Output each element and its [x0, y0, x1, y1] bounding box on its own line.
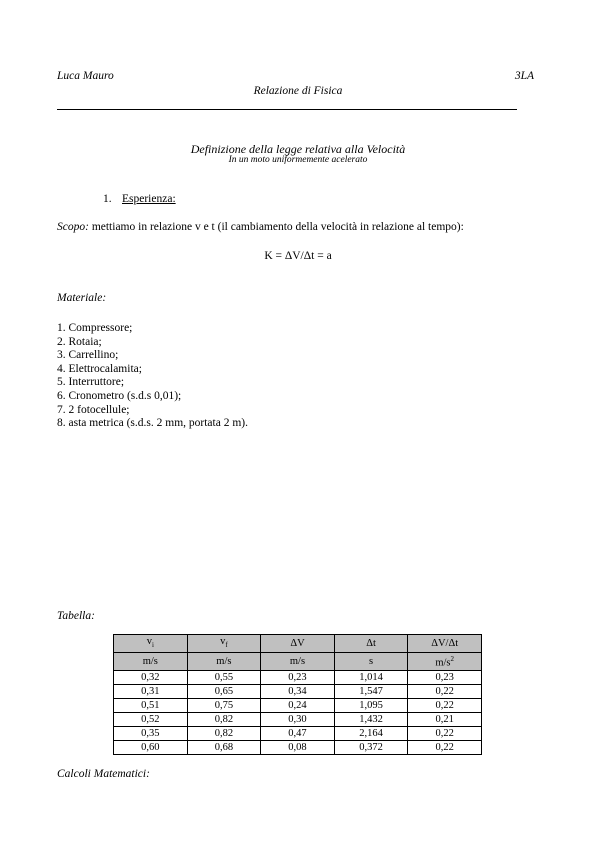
calculations-heading: Calcoli Matematici: [57, 768, 150, 780]
materials-heading: Materiale: [57, 292, 107, 304]
table-cell: 1,432 [334, 712, 408, 726]
table-cell: 0,52 [114, 712, 188, 726]
table-cell: 0,22 [408, 726, 482, 740]
table-cell: 0,08 [261, 740, 335, 754]
materials-item: 8. asta metrica (s.d.s. 2 mm, portata 2 m). [57, 417, 248, 430]
table-cell: 0,82 [187, 726, 261, 740]
table-heading: Tabella: [57, 610, 95, 622]
table-cell: 0,60 [114, 740, 188, 754]
table-cell: 0,31 [114, 684, 188, 698]
table-header-row [114, 635, 482, 653]
data-table [113, 634, 482, 755]
table-cell: 0,22 [408, 684, 482, 698]
table-unit-row [114, 653, 482, 671]
table-cell: 0,21 [408, 712, 482, 726]
table-unit-cell: s [334, 653, 408, 671]
materials-item: 4. Elettrocalamita; [57, 362, 142, 375]
table-cell: 0,68 [187, 740, 261, 754]
author-name: Luca Mauro [57, 70, 114, 82]
table-cell: 0,24 [261, 698, 335, 712]
document-subtitle: In un moto uniformemente acelerato [228, 155, 368, 165]
table-cell: 0,23 [408, 670, 482, 684]
document-title: Definizione della legge relativa alla Velocità [190, 142, 406, 156]
formula: K = ΔV/Δt = a [264, 250, 332, 262]
table-cell: 0,22 [408, 740, 482, 754]
class-label: 3LA [514, 70, 534, 82]
table-unit-cell: m/s [187, 653, 261, 671]
table-row [114, 726, 482, 740]
table-cell: 0,34 [261, 684, 335, 698]
table-unit-cell: $m/s^2$ [408, 653, 482, 671]
table-cell: 0,55 [187, 670, 261, 684]
scope-paragraph [57, 221, 464, 233]
table-body [114, 670, 482, 754]
table-unit-cell: m/s [114, 653, 188, 671]
table-cell: 0,32 [114, 670, 188, 684]
scope-label: Scopo: [57, 221, 89, 233]
table-cell: 1,547 [334, 684, 408, 698]
table-row [114, 740, 482, 754]
section-heading: Esperienza: [122, 193, 176, 205]
materials-item: 2. Rotaia; [57, 335, 102, 348]
table-cell: 1,014 [334, 670, 408, 684]
table-row [114, 684, 482, 698]
table-cell: 0,82 [187, 712, 261, 726]
materials-item: 3. Carrellino; [57, 349, 119, 362]
table-header-cell: ΔV/Δt [408, 635, 482, 653]
table-unit-cell: m/s [261, 653, 335, 671]
table-cell: 0,372 [334, 740, 408, 754]
table-header-cell: $v_i$ [114, 635, 188, 653]
table-cell: 0,51 [114, 698, 188, 712]
table-cell: 2,164 [334, 726, 408, 740]
table-cell: 1,095 [334, 698, 408, 712]
table-cell: 0,75 [187, 698, 261, 712]
report-subject: Relazione di Fisica [253, 85, 343, 97]
table-header-cell: Δt [334, 635, 408, 653]
materials-item: 6. Cronometro (s.d.s 0,01); [57, 389, 182, 402]
table-header-cell: ΔV [261, 635, 335, 653]
table-cell: 0,47 [261, 726, 335, 740]
header-divider [57, 109, 517, 110]
materials-item: 5. Interruttore; [57, 376, 125, 389]
table-row [114, 712, 482, 726]
table-row [114, 698, 482, 712]
section-number: 1. [103, 193, 112, 205]
table-cell: 0,30 [261, 712, 335, 726]
table-cell: 0,65 [187, 684, 261, 698]
table-cell: 0,23 [261, 670, 335, 684]
table-cell: 0,22 [408, 698, 482, 712]
table-row [114, 670, 482, 684]
materials-list [57, 322, 248, 431]
materials-item: 7. 2 fotocellule; [57, 403, 130, 416]
materials-item: 1. Compressore; [57, 322, 133, 334]
scope-text: mettiamo in relazione v e t (il cambiamento della velocità in relazione al tempo): [91, 221, 464, 233]
table-header-cell: $v_f$ [187, 635, 261, 653]
table-cell: 0,35 [114, 726, 188, 740]
